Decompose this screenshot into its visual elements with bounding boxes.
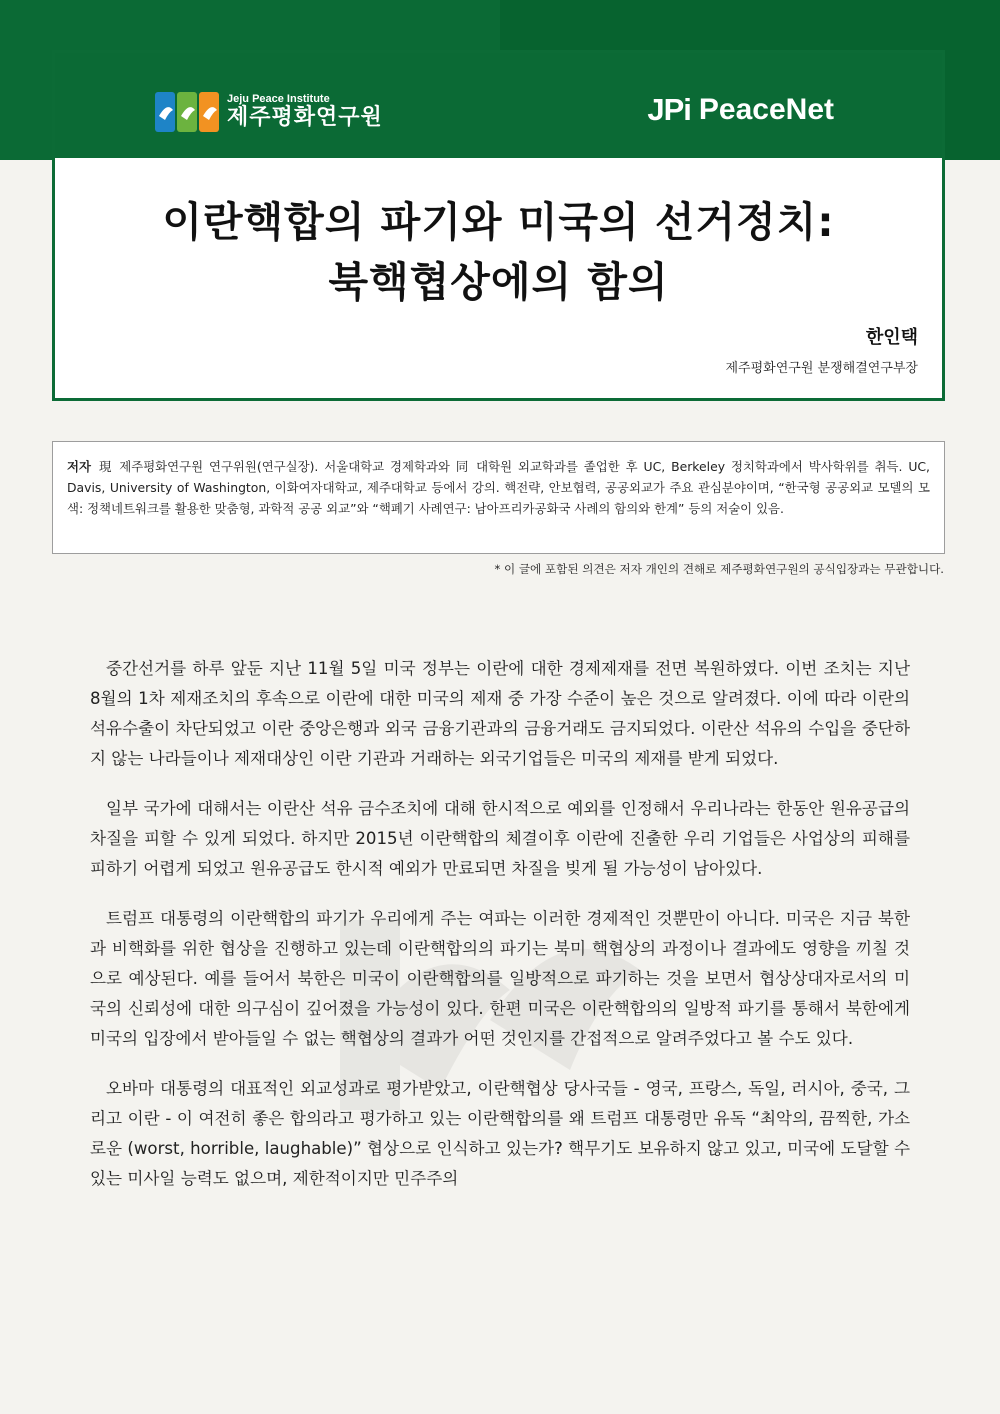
page-title-line-2: 북핵협상에의 함의 bbox=[328, 258, 669, 306]
jpi-bird-logo-icon bbox=[155, 90, 221, 134]
jeju-peace-institute-logo bbox=[155, 87, 383, 137]
page-title-line-1: 이란핵합의 파기와 미국의 선거정치: bbox=[162, 198, 835, 246]
bio-text: 現 제주평화연구원 연구위원(연구실장). 서울대학교 경제학과와 同 대학원 외교학과를 졸업한 후 UC, Berkeley 정치학과에서 박사학위를 취득. UC, Davis, University of Washington, 이화여자대학교, 제주대학교 등에서 강의. 핵전략, 안보협력, 공공외교가 주요 관심분야이며, “한국형 공공외교 모델의 모색: 정책네트워크를 활용한 맞춤형, 과학적 공공 외교”와 “핵폐기 사례연구: 남아프리카공화국 사례의 함의와 한계” 등의 저술이 있음. bbox=[67, 459, 930, 516]
body-paragraph-1: 중간선거를 하루 앞둔 지난 11월 5일 미국 정부는 이란에 대한 경제제재를 전면 복원하였다. 이번 조치는 지난 8월의 1차 제재조치의 후속으로 이란에 대한 미국의 제재 중 가장 수준이 높은 것으로 알려졌다. 이에 따라 이란의 석유수출이 차단되었고 이란 중앙은행과 외국 금융기관과의 금융거래도 금지되었다. 이란산 석유의 수입을 중단하지 않는 나라들이나 제재대상인 이란 기관과 거래하는 외국기업들은 미국의 제재를 받게 되었다. bbox=[90, 659, 910, 768]
org-korean-name: 제주평화연구원 bbox=[227, 105, 383, 130]
body-paragraph-4: 오바마 대통령의 대표적인 외교성과로 평가받았고, 이란핵협상 당사국들 - 영국, 프랑스, 독일, 러시아, 중국, 그리고 이란 - 이 여전히 좋은 합의라고 평가하고 있는 이란핵합의를 왜 트럼프 대통령만 유독 “최악의, 끔찍한, 가소로운 (worst, horrible, laughable)” 협상으로 인식하고 있는가? 핵무기도 보유하지 않고 있고, 미국에 도달할 수 있는 미사일 능력도 없으며, 제한적이지만 민주주의 bbox=[90, 1079, 910, 1188]
author-bio-box bbox=[52, 441, 945, 554]
org-english-name: Jeju Peace Institute bbox=[227, 93, 330, 105]
header-box bbox=[52, 50, 945, 401]
peacenet-brand-name: PeaceNet bbox=[698, 93, 834, 126]
body-paragraph-2: 일부 국가에 대해서는 이란산 석유 금수조치에 대해 한시적으로 예외를 인정해서 우리나라는 한동안 원유공급의 차질을 피할 수 있게 되었다. 하지만 2015년 이란핵합의 체결이후 이란에 진출한 우리 기업들은 사업상의 피해를 피하기 어렵게 되었고 원유공급도 한시적 예외가 만료되면 차질을 빚게 될 가능성이 남아있다. bbox=[90, 799, 910, 878]
jpi-brand-mark: JPi bbox=[647, 92, 691, 127]
bio-label: 저자 bbox=[67, 459, 91, 474]
peacenet-logo bbox=[647, 85, 834, 135]
author-bio bbox=[67, 456, 930, 519]
author-name: 한인택 bbox=[865, 327, 918, 348]
header-strip bbox=[55, 53, 942, 158]
body-paragraph-3: 트럼프 대통령의 이란핵합의 파기가 우리에게 주는 여파는 이러한 경제적인 것뿐만이 아니다. 미국은 지금 북한과 비핵화를 위한 협상을 진행하고 있는데 이란핵합의의 파기는 북미 핵협상의 과정이나 결과에도 영향을 끼칠 것으로 예상된다. 예를 들어서 북한은 미국이 이란핵합의를 일방적으로 파기하는 것을 보면서 협상상대자로서의 미국의 신뢰성에 대한 의구심이 깊어졌을 가능성이 있다. 한편 미국은 이란핵합의의 일방적 파기를 통해서 북한에게 미국의 입장에서 받아들일 수 없는 핵협상의 결과가 어떤 것인지를 간접적으로 알려주었다고 볼 수도 있다. bbox=[90, 909, 910, 1048]
article-body bbox=[90, 654, 910, 1214]
author-affiliation: 제주평화연구원 분쟁해결연구부장 bbox=[725, 361, 918, 376]
disclaimer: * 이 글에 포함된 의견은 저자 개인의 견해로 제주평화연구원의 공식입장과는 무관합니다. bbox=[494, 562, 944, 576]
